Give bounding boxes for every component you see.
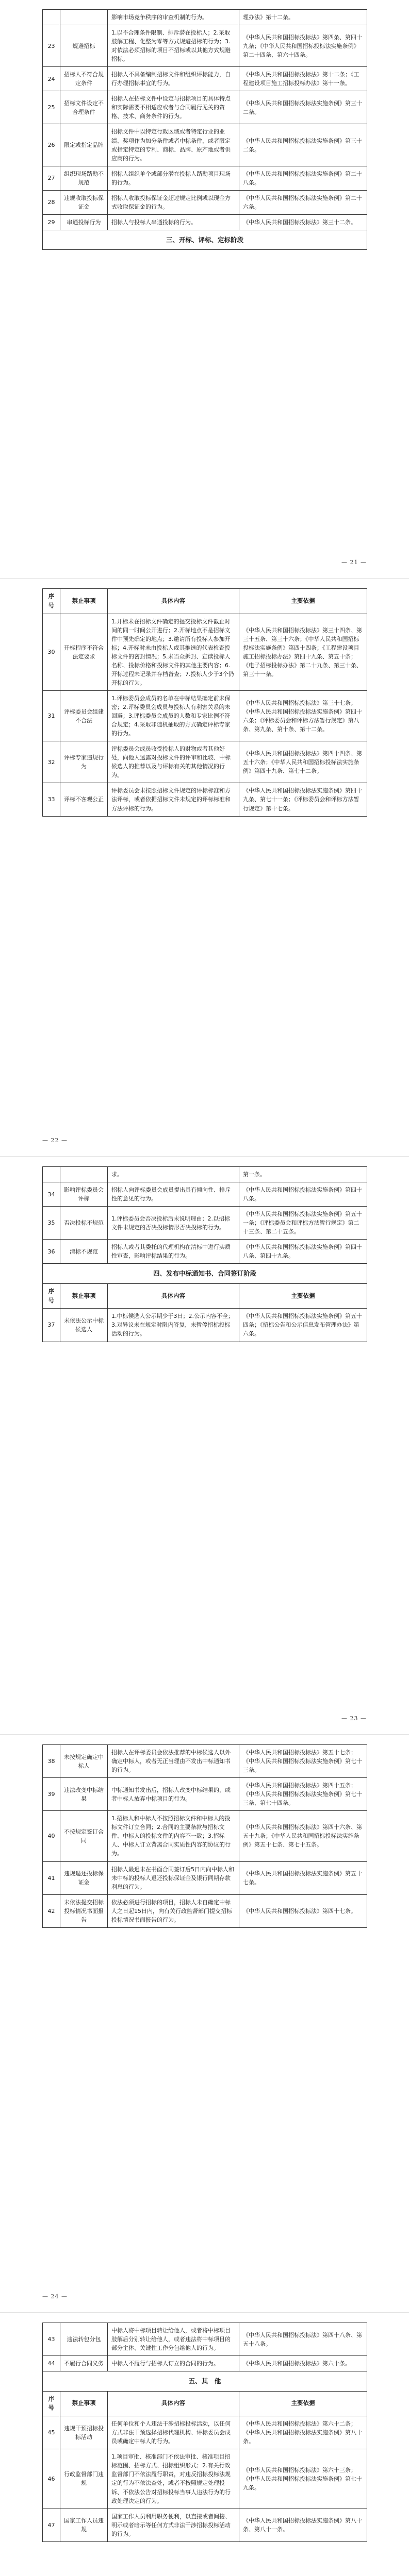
table-row xyxy=(43,1309,367,1342)
legal-basis: 《中华人民共和国招标投标法》第三十七条；《中华人民共和国招标投标法实施条例》第四十六条；《评标委员会和评标方法暂行规定》第八条、第九条、第十条、第十二条。 xyxy=(239,691,367,741)
page-number: — 22 — xyxy=(42,1137,68,1144)
table-row xyxy=(43,2509,367,2541)
page-number: — 21 — xyxy=(341,559,367,566)
row-number: 25 xyxy=(43,91,60,124)
negative-list-table xyxy=(42,2323,367,2542)
specific-content: 依法必须进行招标的项目，招标人未自确定中标人之日起15日内，向有关行政监督部门提交招标投标情况书面报告的行为。 xyxy=(108,1894,239,1927)
page-22 xyxy=(42,588,367,817)
specific-content: 招标人最迟未在书面合同签订后5日内向中标人和未中标的投标人退还投标保证金及银行同期存款利息的行为。 xyxy=(108,1861,239,1894)
legal-basis: 《中华人民共和国招标投标法实施条例》第五十一条；《评标委员会和评标方法暂行规定》第二十三条、第二十五条。 xyxy=(239,1207,367,1240)
specific-content: 中标人不履行与招标人订立的合同的行为。 xyxy=(108,2356,239,2371)
row-number: 24 xyxy=(43,67,60,91)
prohibited-item: 串通投标行为 xyxy=(60,214,108,230)
legal-basis: 《中华人民共和国招标投标法》第六十二条；《中华人民共和国招标投标法实施条例》第八十条。 xyxy=(239,2416,367,2449)
row-number: 23 xyxy=(43,25,60,67)
table-row xyxy=(43,1894,367,1927)
table-row xyxy=(43,2416,367,2449)
legal-basis: 《中华人民共和国招标投标法实施条例》第三十二条。 xyxy=(239,124,367,166)
section-title-row xyxy=(43,1264,367,1283)
prohibited-item: 违规干预招标投标活动 xyxy=(60,2416,108,2449)
row-number: 35 xyxy=(43,1207,60,1240)
legal-basis: 《中华人民共和国招标投标法》第四十八条、第五十八条。 xyxy=(239,2323,367,2356)
page-divider xyxy=(0,1156,409,1157)
legal-basis: 《中华人民共和国招标投标法》第四十七条。 xyxy=(239,1894,367,1927)
specific-content: 招标人收取投标保证金超过规定比例或以现金方式收取保证金的行为。 xyxy=(108,190,239,214)
table-row xyxy=(43,1861,367,1894)
specific-content: 中标通知书发出后，招标人改变中标结果的，或者中标人放弃中标项目的行为。 xyxy=(108,1778,239,1811)
legal-basis: 《中华人民共和国招标投标法》第四十五条；《中华人民共和国招标投标法实施条例》第七十三条、第七十四条。 xyxy=(239,1778,367,1811)
prohibited-item: 影响评标委员会评标 xyxy=(60,1182,108,1207)
prohibited-item: 行政监督部门违规 xyxy=(60,2449,108,2509)
specific-content: 求。 xyxy=(108,1167,239,1182)
prohibited-item: 违规收取投标保证金 xyxy=(60,190,108,214)
column-header: 具体内容 xyxy=(108,1283,239,1309)
legal-basis: 《中华人民共和国招标投标法》第五十七条；《中华人民共和国招标投标法实施条例》第七十三条。 xyxy=(239,1745,367,1778)
table-row xyxy=(43,10,367,25)
section-title: 三、开标、评标、定标阶段 xyxy=(43,230,367,249)
column-header: 主要依据 xyxy=(239,1283,367,1309)
table-row xyxy=(43,91,367,124)
prohibited-item: 国家工作人员违规 xyxy=(60,2509,108,2541)
row-number: 38 xyxy=(43,1745,60,1778)
row-number: 31 xyxy=(43,691,60,741)
specific-content: 评标委员会未按照招标文件规定的评标标准和方法评标，或者依据招标文件未规定的评标标准和方法评标的行为。 xyxy=(108,783,239,816)
legal-basis: 《中华人民共和国招标投标法》第六十三条；《中华人民共和国招标投标法实施条例》第七十九条。 xyxy=(239,2449,367,2509)
prohibited-item: 招标人不符合规定条件 xyxy=(60,67,108,91)
table-row xyxy=(43,166,367,190)
legal-basis: 《中华人民共和国招标投标法》第三十二条。 xyxy=(239,214,367,230)
table-row xyxy=(43,1811,367,1861)
legal-basis: 《中华人民共和国招标投标法实施条例》第四十九条、第七十一条；《评标委员会和评标方法暂行规定》第十七条。 xyxy=(239,783,367,816)
specific-content: 招标人向评标委员会成员提出具有倾向性、排斥性的意见的行为。 xyxy=(108,1182,239,1207)
specific-content: 招标人或者其委托的代理机构在清标中进行实质性审查，影响评标结果的行为。 xyxy=(108,1240,239,1264)
row-number: 39 xyxy=(43,1778,60,1811)
table-row xyxy=(43,1240,367,1264)
column-header: 禁止事项 xyxy=(60,1283,108,1309)
legal-basis: 《中华人民共和国招标投标法实施条例》第二十八条。 xyxy=(239,166,367,190)
legal-basis: 《中华人民共和国招标投标法》第四条、第四十九条；《中华人民共和国招标投标法实施条例》第二十四条、第六十四条。 xyxy=(239,25,367,67)
row-number: 28 xyxy=(43,190,60,214)
table-row xyxy=(43,190,367,214)
specific-content: 国家工作人员利用职务便利，以直接或者间接、明示或者暗示等任何方式非法干涉招标投标活动的行为。 xyxy=(108,2509,239,2541)
table-row xyxy=(43,614,367,690)
table-row xyxy=(43,1207,367,1240)
legal-basis: 《中华人民共和国招标投标法实施条例》第三十二条。 xyxy=(239,91,367,124)
row-number: 30 xyxy=(43,614,60,690)
section-title-row xyxy=(43,230,367,249)
negative-list-table xyxy=(42,9,367,250)
specific-content: 评标委员会成员收受投标人的财物或者其他好处，向他人透露对投标文件的评审和比较、中标候选人的推荐以及与评标有关的其他情况的行为。 xyxy=(108,741,239,783)
prohibited-item: 评标不客观公正 xyxy=(60,783,108,816)
prohibited-item: 开标程序不符合法定要求 xyxy=(60,614,108,690)
column-header: 主要依据 xyxy=(239,2391,367,2416)
specific-content: 招标文件中以特定行政区域或者特定行业的业绩、奖项作为加分条件或者中标条件，或者限定或指定特定的专利、商标、品牌、原产地或者供应商的行为。 xyxy=(108,124,239,166)
specific-content: 招标人在招标文件中设定与招标项目的具体特点和实际需要不相适应或者与合同履行无关的资格、技术、商务条件的行为。 xyxy=(108,91,239,124)
legal-basis: 《中华人民共和国招标投标法》第六十条。 xyxy=(239,2356,367,2371)
prohibited-item: 违法改变中标结果 xyxy=(60,1778,108,1811)
column-header: 序号 xyxy=(43,589,60,614)
specific-content: 1.中标候选人公示期少于3日；2.公示内容不全；3.对异议未在规定时限内答复，未暂停招标投标活动的行为。 xyxy=(108,1309,239,1342)
table-header-row xyxy=(43,1283,367,1309)
section-title: 五、其 他 xyxy=(43,2371,367,2391)
table-row xyxy=(43,25,367,67)
prohibited-item: 不履行合同义务 xyxy=(60,2356,108,2371)
specific-content: 任何单位和个人违法干涉招标投标活动，以任何方式非法干预选择招标代理机构、评标委员会成员或确定中标人的行为。 xyxy=(108,2416,239,2449)
legal-basis: 《中华人民共和国招标投标法》第三十四条、第三十五条、第三十六条；《中华人民共和国招标投标法实施条例》第四十四条；《工程建设项目施工招标投标办法》第四十九条、第五十条；《电子招标投标办法》第二十九条、第三十条、第三十一条。 xyxy=(239,614,367,690)
specific-content: 招标人与投标人串通投标的行为。 xyxy=(108,214,239,230)
page-21 xyxy=(42,9,367,250)
row-number: 26 xyxy=(43,124,60,166)
specific-content: 招标人在评标委员会依法推荐的中标候选人以外确定中标人，或者无正当理由不发出中标通知书的行为。 xyxy=(108,1745,239,1778)
specific-content: 1.以不合理条件限制、排斥潜在投标人；2.采取肢解工程、化整为零等方式规避招标的行为；3.对依法必须招标的项目不招标或以其他方式规避招标。 xyxy=(108,25,239,67)
legal-basis: 《中华人民共和国招标投标法实施条例》第四十八条、第四十九条。 xyxy=(239,1240,367,1264)
table-header-row xyxy=(43,589,367,614)
prohibited-item: 未依法公示中标候选人 xyxy=(60,1309,108,1342)
prohibited-item: 组织现场踏勘不规范 xyxy=(60,166,108,190)
table-header-row xyxy=(43,2391,367,2416)
prohibited-item: 评标委员会组建不合法 xyxy=(60,691,108,741)
prohibited-item xyxy=(60,10,108,25)
table-row xyxy=(43,741,367,783)
section-title-row xyxy=(43,2371,367,2391)
page-24 xyxy=(42,1744,367,1928)
row-number: 32 xyxy=(43,741,60,783)
table-row xyxy=(43,1745,367,1778)
specific-content: 影响市场竞争秩序的审查机制的行为。 xyxy=(108,10,239,25)
row-number xyxy=(43,10,60,25)
table-row xyxy=(43,67,367,91)
table-row xyxy=(43,2449,367,2509)
legal-basis: 第一条。 xyxy=(239,1167,367,1182)
specific-content: 招标人不具备编制招标文件和组织评标能力，自行办理招标事宜的行为。 xyxy=(108,67,239,91)
row-number: 46 xyxy=(43,2449,60,2509)
prohibited-item: 未依法提交招标投标情况书面报告 xyxy=(60,1894,108,1927)
legal-basis: 《中华人民共和国招标投标法实施条例》第八十条、第八十一条。 xyxy=(239,2509,367,2541)
row-number: 44 xyxy=(43,2356,60,2371)
column-header: 禁止事项 xyxy=(60,589,108,614)
table-row xyxy=(43,1182,367,1207)
row-number: 33 xyxy=(43,783,60,816)
page-divider xyxy=(0,2312,409,2313)
column-header: 序号 xyxy=(43,2391,60,2416)
page-number: — 23 — xyxy=(341,1715,367,1722)
column-header: 具体内容 xyxy=(108,2391,239,2416)
legal-basis: 《中华人民共和国招标投标法实施条例》第五十七条。 xyxy=(239,1861,367,1894)
table-row xyxy=(43,2356,367,2371)
specific-content: 1.招标人和中标人不按照招标文件和中标人的投标文件订立合同；2.合同的主要条款与招标文件、中标人的投标文件的内容不一致；3.招标人、中标人订立背离合同实质性内容的协议的行为。 xyxy=(108,1811,239,1861)
table-row xyxy=(43,1778,367,1811)
legal-basis: 《中华人民共和国招标投标法实施条例》第四十八条。 xyxy=(239,1182,367,1207)
negative-list-table xyxy=(42,1744,367,1928)
page-divider xyxy=(0,1734,409,1735)
table-row xyxy=(43,783,367,816)
prohibited-item: 招标文件设定不合理条件 xyxy=(60,91,108,124)
row-number: 29 xyxy=(43,214,60,230)
row-number: 45 xyxy=(43,2416,60,2449)
prohibited-item: 不按规定签订合同 xyxy=(60,1811,108,1861)
table-row xyxy=(43,2323,367,2356)
specific-content: 中标人将中标项目转让给他人，或者将中标项目肢解后分别转让给他人，或者违法将中标项目的部分主体、关键性工作分包给他人的行为。 xyxy=(108,2323,239,2356)
table-row xyxy=(43,1167,367,1182)
legal-basis: 《中华人民共和国招标投标法》第四十六条、第五十九条；《中华人民共和国招标投标法实施条例》第五十七条、第七十五条。 xyxy=(239,1811,367,1861)
prohibited-item: 未按规定确定中标人 xyxy=(60,1745,108,1778)
row-number: 43 xyxy=(43,2323,60,2356)
row-number: 36 xyxy=(43,1240,60,1264)
page-divider xyxy=(0,578,409,579)
legal-basis: 《中华人民共和国招标投标法》第四十四条、第五十六条；《中华人民共和国招标投标法实施条例》第四十九条、第七十二条。 xyxy=(239,741,367,783)
prohibited-item: 规避招标 xyxy=(60,25,108,67)
row-number: 42 xyxy=(43,1894,60,1927)
prohibited-item: 评标专家违规行为 xyxy=(60,741,108,783)
row-number: 47 xyxy=(43,2509,60,2541)
table-row xyxy=(43,691,367,741)
table-row xyxy=(43,214,367,230)
prohibited-item: 违法转包分包 xyxy=(60,2323,108,2356)
table-row xyxy=(43,124,367,166)
prohibited-item: 否决投标不规范 xyxy=(60,1207,108,1240)
column-header: 禁止事项 xyxy=(60,2391,108,2416)
row-number: 27 xyxy=(43,166,60,190)
specific-content: 1.项目审批、核准部门不依法审批、核准项目招标范围、招标方式、招标组织形式；2.有关行政监督部门不依法履行职责，对违反招标投标法规定的行为不依法查处，或者不按照规定处理投诉、不依法公告对招标投标当事人违法行为的行政处理决定的行为。 xyxy=(108,2449,239,2509)
row-number: 37 xyxy=(43,1309,60,1342)
row-number: 41 xyxy=(43,1861,60,1894)
column-header: 序号 xyxy=(43,1283,60,1309)
column-header: 主要依据 xyxy=(239,589,367,614)
specific-content: 1.评标委员会否决投标后未说明理由；2.以招标文件未规定的否决投标情形否决投标的行为。 xyxy=(108,1207,239,1240)
legal-basis: 《中华人民共和国招标投标法实施条例》第五十四条；《招标公告和公示信息发布管理办法》第六条。 xyxy=(239,1309,367,1342)
prohibited-item: 违规退还投标保证金 xyxy=(60,1861,108,1894)
specific-content: 招标人组织单个或部分潜在投标人踏勘项目现场的行为。 xyxy=(108,166,239,190)
page-25 xyxy=(42,2323,367,2542)
page-number: — 24 — xyxy=(42,2293,68,2300)
negative-list-table xyxy=(42,588,367,817)
column-header: 具体内容 xyxy=(108,589,239,614)
specific-content: 1.开标未在招标文件确定的提交投标文件截止时间的同一时间公开进行；2.开标地点不是招标文件中预先确定的地点；3.邀请所有投标人参加开标；4.开标时未由投标人或其推选的代表检查投标文件的密封情况；5.未当众拆封、宣读投标人名称、投标价格和投标文件的其他主要内容；6.开标过程未记录并存档备查；7.投标人少于3个仍开标的行为。 xyxy=(108,614,239,690)
row-number: 40 xyxy=(43,1811,60,1861)
prohibited-item xyxy=(60,1167,108,1182)
row-number xyxy=(43,1167,60,1182)
legal-basis: 《中华人民共和国招标投标法实施条例》第二十六条。 xyxy=(239,190,367,214)
row-number: 34 xyxy=(43,1182,60,1207)
section-title: 四、发布中标通知书、合同签订阶段 xyxy=(43,1264,367,1283)
negative-list-table xyxy=(42,1166,367,1342)
page-23 xyxy=(42,1166,367,1342)
prohibited-item: 清标不规范 xyxy=(60,1240,108,1264)
prohibited-item: 限定或指定品牌 xyxy=(60,124,108,166)
legal-basis: 理办法》第十二条。 xyxy=(239,10,367,25)
legal-basis: 《中华人民共和国招标投标法》第十二条；《工程建设项目施工招标投标办法》第十一条。 xyxy=(239,67,367,91)
specific-content: 1.评标委员会成员的名单在中标结果确定前未保密；2.评标委员会成员与投标人有利害关系的未回避；3.评标委员会成员的人数和专家比例不符合规定；4.采取非随机抽取的方式确定评标专家的行为。 xyxy=(108,691,239,741)
